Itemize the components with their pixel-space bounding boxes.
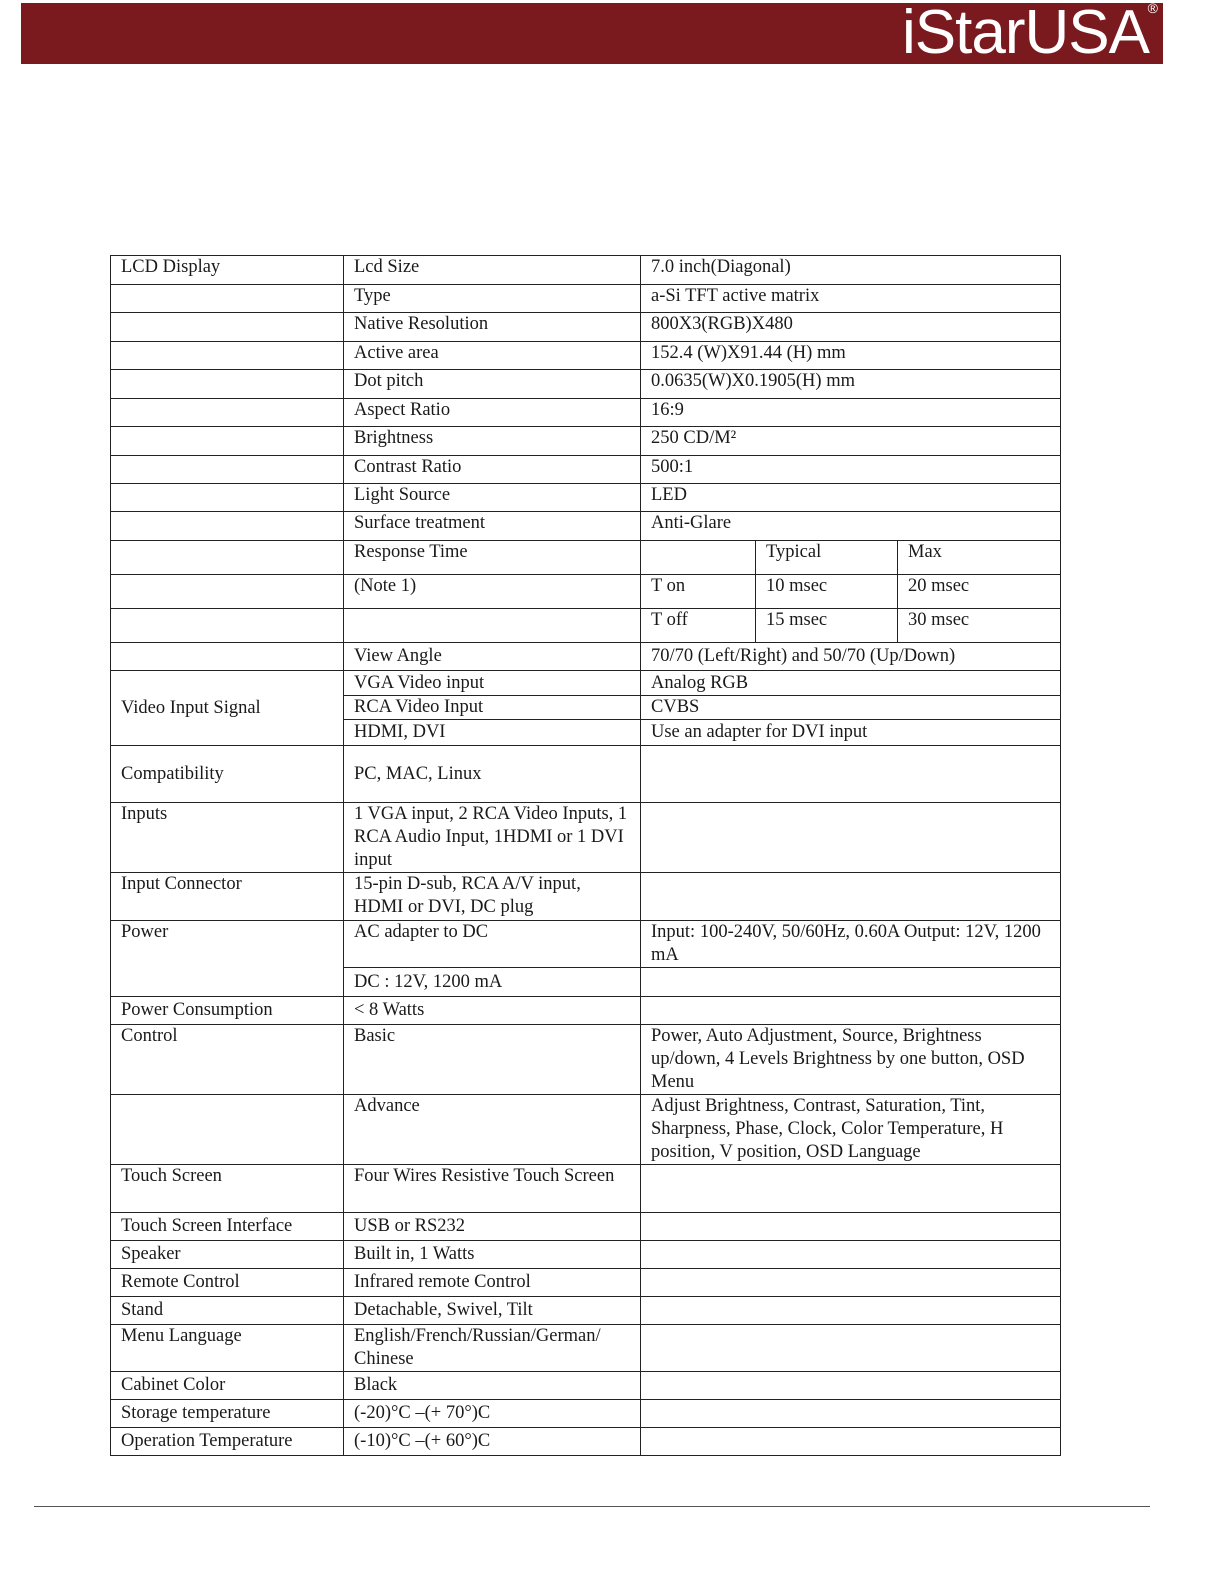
spec-label: Power Consumption <box>111 997 344 1025</box>
table-row <box>111 643 1061 671</box>
brand-name: iStarUSA <box>902 0 1149 67</box>
table-row <box>111 1213 1061 1241</box>
spec-value: Anti-Glare <box>641 512 1061 541</box>
spec-label: Power <box>111 921 344 997</box>
response-ton-max: 20 msec <box>898 575 1061 609</box>
footer-divider <box>34 1506 1150 1507</box>
spec-value: < 8 Watts <box>344 997 641 1025</box>
spec-label: Native Resolution <box>344 313 641 342</box>
table-row <box>111 313 1061 342</box>
table-row <box>111 609 1061 643</box>
spec-label: Menu Language <box>111 1325 344 1372</box>
table-row <box>111 285 1061 313</box>
table-row <box>111 873 1061 921</box>
spec-value: 0.0635(W)X0.1905(H) mm <box>641 370 1061 399</box>
spec-value: Input: 100-240V, 50/60Hz, 0.60A Output: 12V, 1200 mA <box>641 921 1061 968</box>
spec-value: CVBS <box>641 696 1061 720</box>
table-row <box>111 342 1061 370</box>
spec-label: Type <box>344 285 641 313</box>
response-toff-max: 30 msec <box>898 609 1061 643</box>
spec-label: Advance <box>344 1095 641 1165</box>
response-time-label: Response Time <box>344 541 641 575</box>
response-head-max: Max <box>898 541 1061 575</box>
empty-cell <box>111 512 344 541</box>
spec-label: Touch Screen Interface <box>111 1213 344 1241</box>
table-row <box>111 512 1061 541</box>
spec-label: Control <box>111 1025 344 1095</box>
spec-label: RCA Video Input <box>344 696 641 720</box>
spec-value: 1 VGA input, 2 RCA Video Inputs, 1 RCA Audio Input, 1HDMI or 1 DVI input <box>344 803 641 873</box>
registered-mark: ® <box>1147 0 1157 16</box>
response-ton-label: T on <box>641 575 756 609</box>
table-row <box>111 1165 1061 1213</box>
empty-cell <box>641 746 1061 803</box>
empty-cell <box>641 1297 1061 1325</box>
table-row <box>111 456 1061 484</box>
empty-cell <box>111 609 344 643</box>
empty-cell <box>111 285 344 313</box>
table-row <box>111 370 1061 399</box>
response-toff-label: T off <box>641 609 756 643</box>
spec-value: DC : 12V, 1200 mA <box>344 968 641 997</box>
table-row <box>111 1095 1061 1165</box>
empty-cell <box>641 1372 1061 1400</box>
empty-cell <box>641 541 756 575</box>
empty-cell <box>641 1400 1061 1428</box>
spec-value: 152.4 (W)X91.44 (H) mm <box>641 342 1061 370</box>
spec-value: 7.0 inch(Diagonal) <box>641 256 1061 285</box>
table-row <box>111 484 1061 512</box>
spec-value: Detachable, Swivel, Tilt <box>344 1297 641 1325</box>
response-note: (Note 1) <box>344 575 641 609</box>
spec-label: Light Source <box>344 484 641 512</box>
spec-value: USB or RS232 <box>344 1213 641 1241</box>
empty-cell <box>111 456 344 484</box>
empty-cell <box>641 1213 1061 1241</box>
table-row <box>111 1428 1061 1456</box>
spec-label: Lcd Size <box>344 256 641 285</box>
spec-label: VGA Video input <box>344 671 641 696</box>
section-label-lcd: LCD Display <box>111 256 344 285</box>
spec-value: Power, Auto Adjustment, Source, Brightness up/down, 4 Levels Brightness by one button, OSD Menu <box>641 1025 1061 1095</box>
empty-cell <box>641 1269 1061 1297</box>
spec-value: a-Si TFT active matrix <box>641 285 1061 313</box>
spec-label: Compatibility <box>111 746 344 803</box>
spec-value: LED <box>641 484 1061 512</box>
spec-value: English/French/Russian/German/ Chinese <box>344 1325 641 1372</box>
spec-label: Touch Screen <box>111 1165 344 1213</box>
spec-label: Cabinet Color <box>111 1372 344 1400</box>
empty-cell <box>111 313 344 342</box>
spec-label: Surface treatment <box>344 512 641 541</box>
table-row <box>111 1269 1061 1297</box>
spec-value: 16:9 <box>641 399 1061 427</box>
empty-cell <box>641 968 1061 997</box>
spec-label: Basic <box>344 1025 641 1095</box>
empty-cell <box>111 484 344 512</box>
table-row <box>111 1025 1061 1095</box>
table-row <box>111 1372 1061 1400</box>
table-row <box>111 746 1061 803</box>
table-row <box>111 671 1061 696</box>
spec-label: AC adapter to DC <box>344 921 641 968</box>
section-label-video: Video Input Signal <box>111 671 344 746</box>
table-row <box>111 1325 1061 1372</box>
empty-cell <box>641 997 1061 1025</box>
table-row <box>111 1241 1061 1269</box>
empty-cell <box>344 609 641 643</box>
empty-cell <box>111 575 344 609</box>
spec-label: Operation Temperature <box>111 1428 344 1456</box>
spec-label: Speaker <box>111 1241 344 1269</box>
response-ton-typical: 10 msec <box>756 575 898 609</box>
spec-label: Storage temperature <box>111 1400 344 1428</box>
table-row <box>111 256 1061 285</box>
empty-cell <box>641 1325 1061 1372</box>
table-row <box>111 1400 1061 1428</box>
spec-value: Use an adapter for DVI input <box>641 720 1061 746</box>
empty-cell <box>641 1428 1061 1456</box>
spec-value: 15-pin D-sub, RCA A/V input, HDMI or DVI, DC plug <box>344 873 641 921</box>
empty-cell <box>111 427 344 456</box>
spec-label: Aspect Ratio <box>344 399 641 427</box>
spec-label: Contrast Ratio <box>344 456 641 484</box>
empty-cell <box>111 643 344 671</box>
spec-value: (-20)°C –(+ 70°)C <box>344 1400 641 1428</box>
table-row <box>111 575 1061 609</box>
empty-cell <box>641 1165 1061 1213</box>
table-row <box>111 427 1061 456</box>
spec-value: 70/70 (Left/Right) and 50/70 (Up/Down) <box>641 643 1061 671</box>
spec-label: Input Connector <box>111 873 344 921</box>
empty-cell <box>641 1241 1061 1269</box>
table-row <box>111 997 1061 1025</box>
spec-value: Black <box>344 1372 641 1400</box>
empty-cell <box>111 370 344 399</box>
spec-value: Adjust Brightness, Contrast, Saturation, Tint, Sharpness, Phase, Clock, Color Temperature, H position, V position, OSD Language <box>641 1095 1061 1165</box>
spec-label: Inputs <box>111 803 344 873</box>
empty-cell <box>111 399 344 427</box>
spec-label: View Angle <box>344 643 641 671</box>
brand-logo <box>902 0 1157 69</box>
empty-cell <box>111 1095 344 1165</box>
response-toff-typical: 15 msec <box>756 609 898 643</box>
spec-value: PC, MAC, Linux <box>344 746 641 803</box>
table-row <box>111 399 1061 427</box>
table-row <box>111 541 1061 575</box>
table-row <box>111 1297 1061 1325</box>
spec-value: 250 CD/M² <box>641 427 1061 456</box>
spec-value: 800X3(RGB)X480 <box>641 313 1061 342</box>
table-row <box>111 803 1061 873</box>
brand-header-bar <box>21 0 1163 67</box>
empty-cell <box>111 541 344 575</box>
spec-label: Remote Control <box>111 1269 344 1297</box>
spec-label: HDMI, DVI <box>344 720 641 746</box>
spec-value: 500:1 <box>641 456 1061 484</box>
spec-label: Dot pitch <box>344 370 641 399</box>
spec-label: Stand <box>111 1297 344 1325</box>
spec-label: Brightness <box>344 427 641 456</box>
spec-value: Analog RGB <box>641 671 1061 696</box>
spec-value: (-10)°C –(+ 60°)C <box>344 1428 641 1456</box>
spec-table <box>110 255 1061 1456</box>
response-head-typical: Typical <box>756 541 898 575</box>
empty-cell <box>111 342 344 370</box>
table-row <box>111 921 1061 968</box>
spec-value: Built in, 1 Watts <box>344 1241 641 1269</box>
empty-cell <box>641 873 1061 921</box>
spec-value: Four Wires Resistive Touch Screen <box>344 1165 641 1213</box>
spec-value: Infrared remote Control <box>344 1269 641 1297</box>
empty-cell <box>641 803 1061 873</box>
spec-label: Active area <box>344 342 641 370</box>
